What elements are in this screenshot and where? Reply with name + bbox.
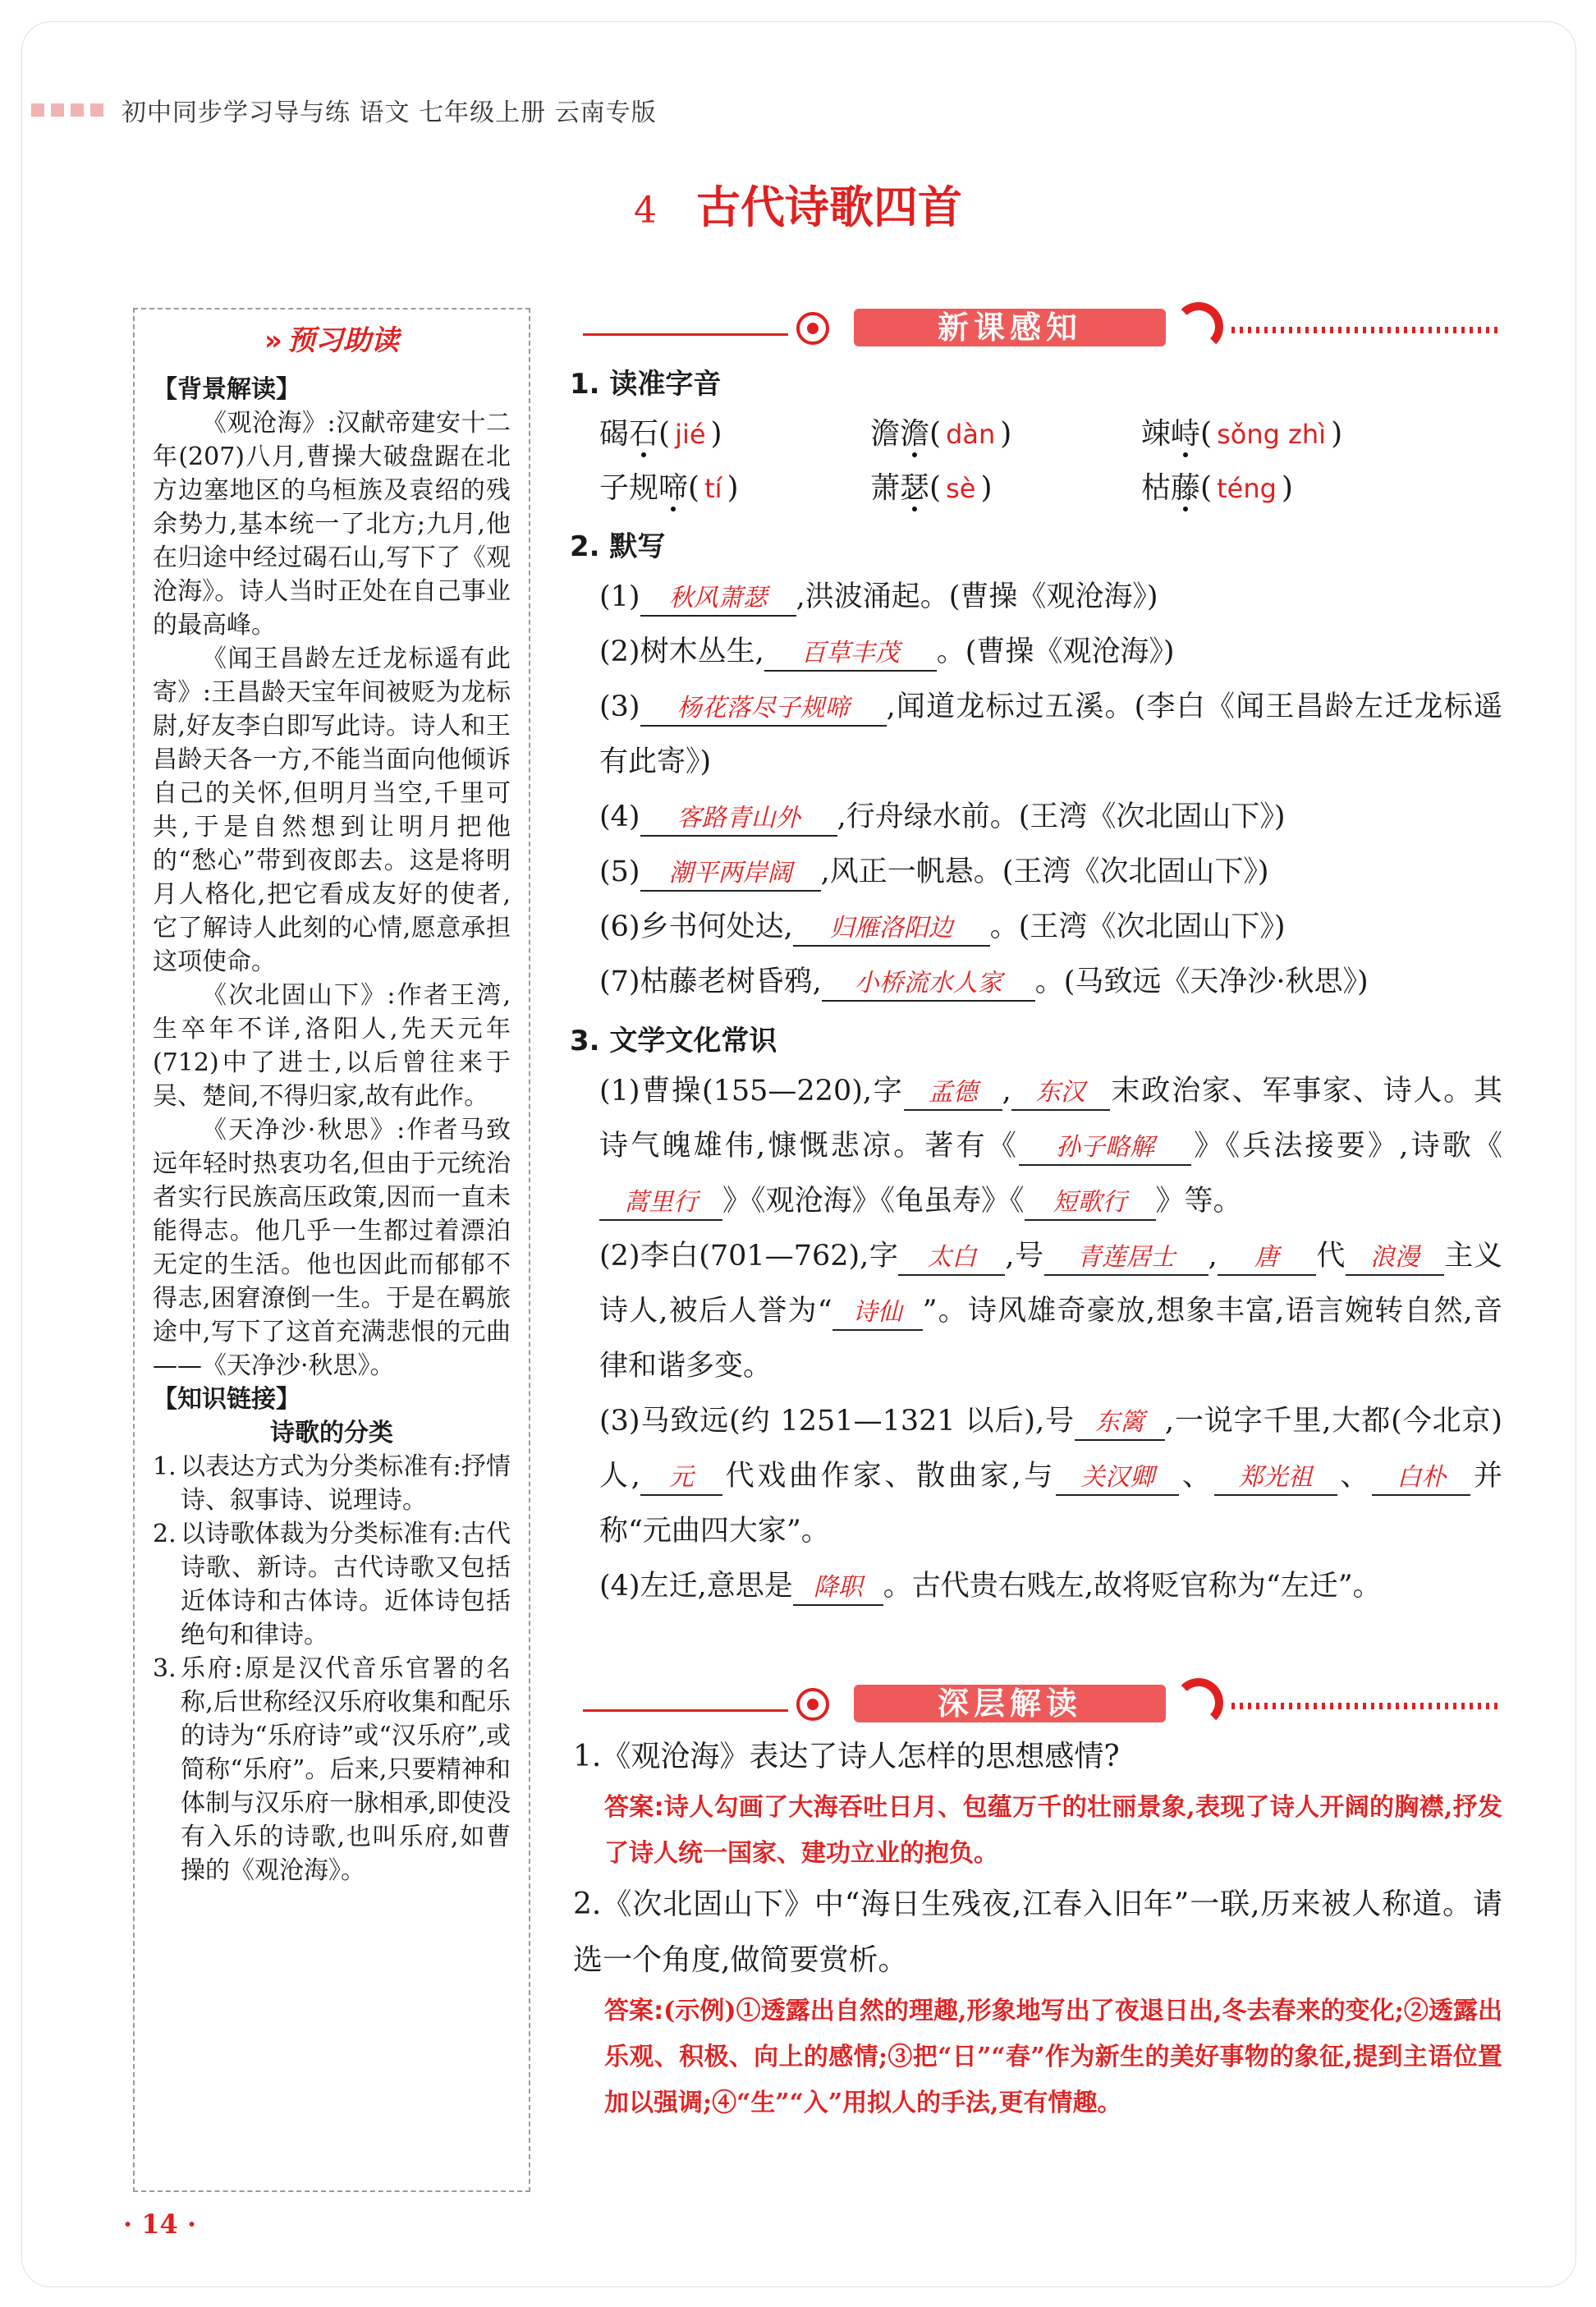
dictation-item: (2)树木丛生, 百草丰茂 。(曹操《观沧海》) xyxy=(599,625,1502,680)
main-column xyxy=(566,296,1502,2126)
double-chevron-icon: » xyxy=(264,324,282,357)
answer-text: 答案:(示例)①透露出自然的理趣,形象地写出了夜退日出,冬去春来的变化;②透露出乐观、积极、向上的感情;③把“日”“春”作为新生的美好事物的象征,提到主语位置加以强调;④“生”“入”用拟人的手法,更有情趣。 xyxy=(604,1997,1502,2117)
knowledge-heading: 【知识链接】 xyxy=(153,1385,300,1414)
header-square-icon xyxy=(71,103,84,117)
header xyxy=(31,90,657,130)
knowledge-subtitle: 诗歌的分类 xyxy=(270,1419,393,1447)
section-banner-new-lesson: 新课感知 xyxy=(583,296,1502,353)
section-banner-deep-reading: 深层解读 xyxy=(583,1672,1502,1729)
question-heading: 1. 读准字音 xyxy=(570,368,722,401)
dictation-item: (6)乡书何处达, 归雁洛阳边 。(王湾《次北固山下》) xyxy=(599,900,1502,955)
background-paragraph: 《次北固山下》:作者王湾,生卒年不详,洛阳人,先天元年(712)中了进士,以后曾往来于吴、楚间,不得归家,故有此作。 xyxy=(153,981,511,1111)
literature-item: (2)李白(701—762),字 太白 ,号 青莲居士 , 唐 代 浪漫 主义诗人,被后人誉为“ 诗仙 ”。诗风雄奇豪放,想象丰富,语言婉转自然,音律和谐多变。 xyxy=(599,1240,1502,1383)
arc-decoration-icon xyxy=(1174,302,1223,351)
analysis-question: 2.《次北固山下》中“海日生残夜,江春入旧年”一联,历来被人称道。请选一个角度,做简要赏析。 xyxy=(573,1887,1502,1977)
dictation-item: (4) 客路青山外 ,行舟绿水前。(王湾《次北固山下》) xyxy=(599,790,1502,845)
background-paragraph: 《天净沙·秋思》:作者马致远年轻时热衷功名,但由于元统治者实行民族高压政策,因而一直未能得志。他几乎一生都过着漂泊无定的生活。他也因此而郁郁不得志,困窘潦倒一生。于是在羁旅途中,写下了这首充满悲恨的元曲——《天净沙·秋思》。 xyxy=(153,1116,511,1380)
lesson-number: 4 xyxy=(634,190,657,232)
header-square-icon xyxy=(90,103,103,117)
knowledge-item: 1. 以表达方式为分类标准有:抒情诗、叙事诗、说理诗。 xyxy=(153,1452,511,1515)
dictation-item: (3) 杨花落尽子规啼 ,闻道龙标过五溪。(李白《闻王昌龄左迁龙标遥有此寄》) xyxy=(599,690,1502,778)
analysis-question: 1.《观沧海》表达了诗人怎样的思想感情? xyxy=(573,1740,1120,1773)
preview-sidebar xyxy=(133,308,530,2192)
literature-item: (4)左迁,意思是 降职 。古代贵右贱左,故将贬官称为“左迁”。 xyxy=(599,1559,1502,1614)
background-heading: 【背景解读】 xyxy=(153,375,300,404)
dictation-item: (7)枯藤老树昏鸦, 小桥流水人家 。(马致远《天净沙·秋思》) xyxy=(599,955,1502,1010)
pinyin-row: 子规啼( tí ) 萧瑟( sè ) 枯藤( téng ) xyxy=(599,471,1293,505)
header-square-icon xyxy=(51,103,64,117)
knowledge-item: 2. 以诗歌体裁为分类标准有:古代诗歌、新诗。古代诗歌又包括近体诗和古体诗。近体诗包括绝句和律诗。 xyxy=(153,1520,511,1649)
page-number: · 14 · xyxy=(123,2208,197,2240)
dictation-item: (1) 秋风萧瑟 ,洪波涌起。(曹操《观沧海》) xyxy=(599,570,1502,625)
literature-item: (1)曹操(155—220),字 孟德 , 东汉 末政治家、军事家、诗人。其诗气魄雄伟,慷慨悲凉。著有《 孙子略解 》《兵法接要》,诗歌《蒿里行 》《观沧海》《龟虽寿》《 短歌行 》等。 xyxy=(599,1064,1502,1229)
header-text: 初中同步学习导与练 语文 七年级上册 云南专版 xyxy=(122,99,657,127)
lesson-title: 古代诗歌四首 xyxy=(696,181,962,233)
arc-decoration-icon xyxy=(1174,1678,1223,1727)
pinyin-row: 碣石( jié ) 澹澹( dàn ) 竦峙( sǒng zhì ) xyxy=(599,417,1343,451)
target-icon xyxy=(796,1688,829,1721)
knowledge-item: 3. 乐府:原是汉代音乐官署的名称,后世称经汉乐府收集和配乐的诗为“乐府诗”或“汉乐府”,或简称“乐府”。后来,只要精神和体制与汉乐府一脉相承,即使没有入乐的诗歌,也叫乐府,如曹操的《观沧海》。 xyxy=(153,1654,511,1885)
header-square-icon xyxy=(31,103,44,117)
sidebar-title: » 预习助读 xyxy=(264,324,399,357)
target-icon xyxy=(796,312,829,345)
literature-item: (3)马致远(约 1251—1321 以后),号 东篱 ,一说字千里,大都(今北京)人, 元 代戏曲作家、散曲家,与 关汉卿 、 郑光祖 、 白朴 并称“元曲四大家”。 xyxy=(599,1405,1502,1548)
background-paragraph: 《闻王昌龄左迁龙标遥有此寄》:王昌龄天宝年间被贬为龙标尉,好友李白即写此诗。诗人和王昌龄天各一方,不能当面向他倾诉自己的关怀,但明月当空,千里可共,于是自然想到让明月把他的“愁心”带到夜郎去。这是将明月人格化,把它看成友好的使者,它了解诗人此刻的心情,愿意承担这项使命。 xyxy=(153,644,511,976)
background-paragraph: 《观沧海》:汉献帝建安十二年(207)八月,曹操大破盘踞在北方边塞地区的乌桓族及袁绍的残余势力,基本统一了北方;九月,他在归途中经过碣石山,写下了《观沧海》。诗人当时正处在自己事业的最高峰。 xyxy=(153,409,511,640)
answer-text: 答案:诗人勾画了大海吞吐日月、包蕴万千的壮丽景象,表现了诗人开阔的胸襟,抒发了诗人统一国家、建功立业的抱负。 xyxy=(604,1793,1503,1868)
dictation-item: (5) 潮平两岸阔 ,风正一帆悬。(王湾《次北固山下》) xyxy=(599,845,1502,900)
question-heading: 3. 文学文化常识 xyxy=(570,1025,777,1057)
page-title xyxy=(0,172,1596,236)
question-heading: 2. 默写 xyxy=(570,530,666,563)
